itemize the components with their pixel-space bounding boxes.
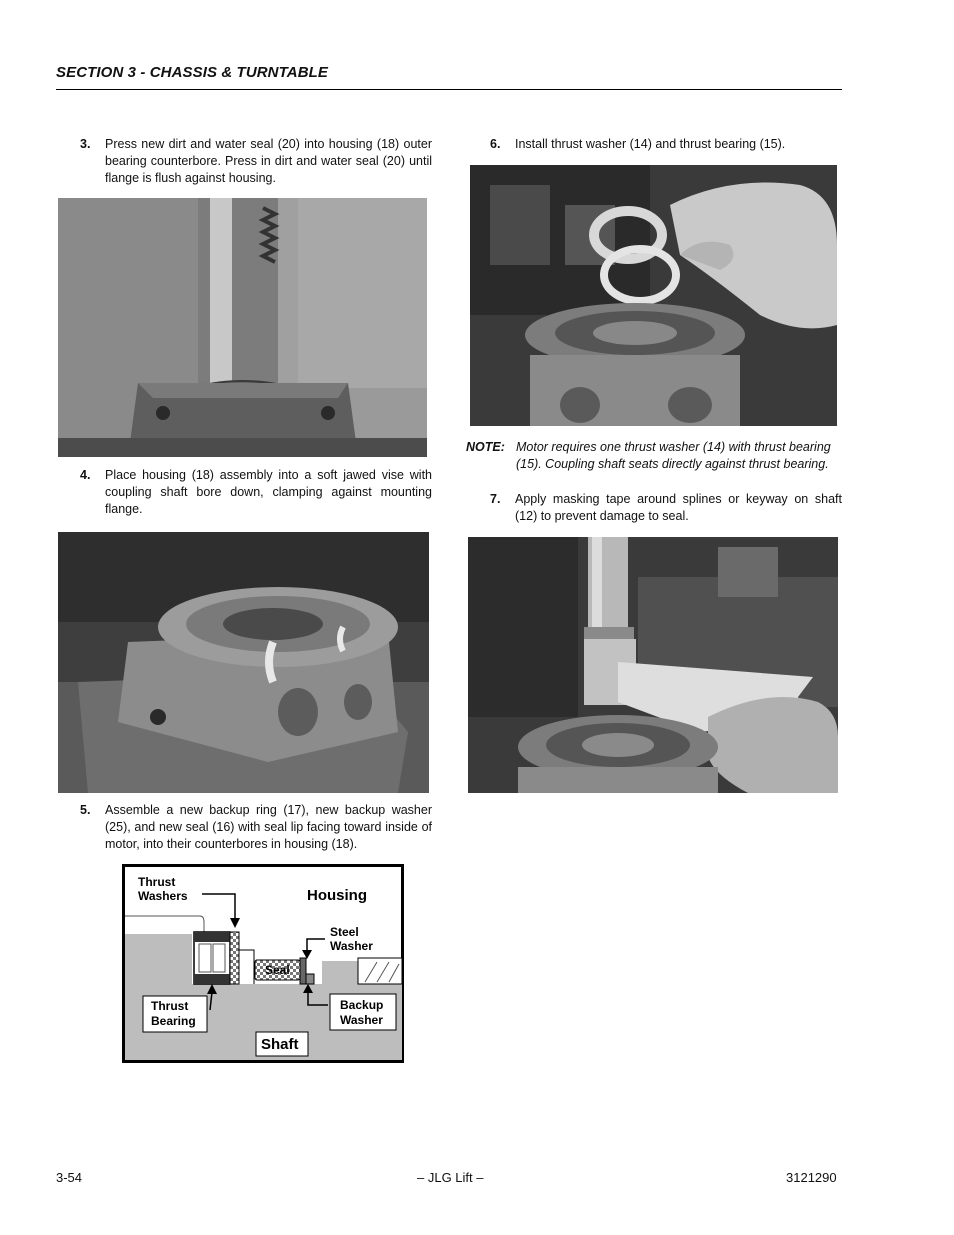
step-text: Install thrust washer (14) and thrust bearing (15). [515, 137, 786, 151]
label-backup-washer: Backup [340, 998, 384, 1012]
note-text: Motor requires one thrust washer (14) with thrust bearing (15). Coupling shaft seats directly against thrust bearing. [516, 440, 831, 471]
header-rule [56, 89, 842, 90]
photo-press-seal [58, 198, 427, 457]
step-text: Press new dirt and water seal (20) into housing (18) outer bearing counterbore. Press in dirt and water seal (20) until flange is flush against housing. [105, 137, 432, 185]
page-number: 3-54 [56, 1170, 83, 1185]
step-number: 5. [80, 803, 91, 817]
step-text: Assemble a new backup ring (17), new backup washer (25), and new seal (16) with seal lip facing toward inside of motor, into their counterbores in housing (18). [105, 803, 432, 851]
step-number: 4. [80, 468, 91, 482]
step-text: Place housing (18) assembly into a soft jawed vise with coupling shaft bore down, clamping against mounting flange. [105, 468, 432, 516]
label-shaft: Shaft [261, 1036, 299, 1053]
step-number: 3. [80, 137, 91, 151]
seal-diagram [122, 864, 404, 1063]
photo-masking-tape [468, 537, 838, 793]
label-thrust-washers: Thrust [138, 875, 176, 889]
label-thrust-washers: Washers [138, 889, 188, 903]
step-text: Apply masking tape around splines or keyway on shaft (12) to prevent damage to seal. [515, 492, 842, 523]
section-header: SECTION 3 - CHASSIS & TURNTABLE [56, 64, 329, 81]
label-backup-washer: Washer [340, 1013, 383, 1027]
label-thrust-bearing: Thrust [151, 999, 189, 1013]
label-seal: Seal [265, 963, 290, 977]
note-label: NOTE: [466, 440, 505, 454]
doc-number: 3121290 [786, 1170, 837, 1185]
label-steel-washer: Steel [330, 925, 359, 939]
label-steel-washer: Washer [330, 939, 373, 953]
step-number: 7. [490, 492, 501, 506]
step-number: 6. [490, 137, 501, 151]
photo-housing-vise [58, 532, 429, 793]
label-thrust-bearing: Bearing [151, 1014, 196, 1028]
photo-thrust-washer [470, 165, 837, 426]
footer-center: – JLG Lift – [417, 1170, 484, 1185]
label-housing: Housing [307, 887, 367, 904]
